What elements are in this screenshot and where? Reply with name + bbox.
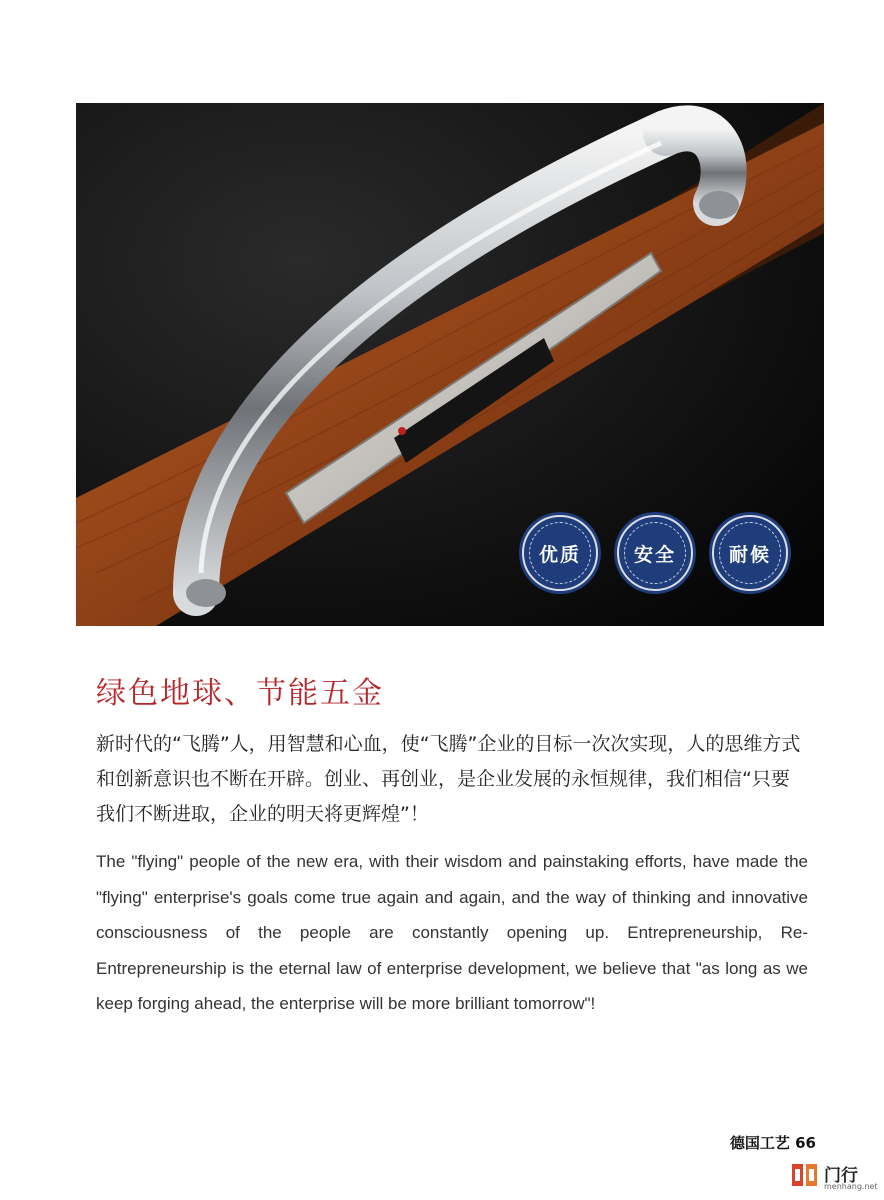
badge-quality-label: 优质 xyxy=(529,522,591,584)
badge-weather-resistant-label: 耐候 xyxy=(719,522,781,584)
site-watermark xyxy=(790,1160,880,1192)
badge-quality xyxy=(522,515,598,591)
page-heading: 绿色地球、节能五金 xyxy=(96,676,384,711)
watermark-site: menhang.net xyxy=(824,1182,878,1191)
chinese-paragraph: 新时代的“飞腾”人，用智慧和心血，使“飞腾”企业的目标一次次实现，人的思维方式和创新意识也不断在开辟。创业、再创业，是企业发展的永恒规律，我们相信“只要我们不断进取，企业的明天将更辉煌”！ xyxy=(96,733,801,825)
logo-icon xyxy=(790,1160,820,1190)
badge-safety xyxy=(617,515,693,591)
page-footer: 德国工艺 66 xyxy=(729,1134,816,1152)
watermark-name: 门行 xyxy=(824,1166,858,1186)
badge-weather-resistant xyxy=(712,515,788,591)
badge-safety-label: 安全 xyxy=(624,522,686,584)
english-paragraph: The "flying" people of the new era, with their wisdom and painstaking efforts, have made the "flying" enterprise's goals come true again and again, and the way of thinking and innovative consciousness of the people are constantly opening up. Entrepreneurship, Re-Entrepreneurship is the eternal law of enterprise development, we believe that "as long as we keep forging ahead, the enterprise will be more brilliant tomorrow"! xyxy=(96,852,808,1013)
